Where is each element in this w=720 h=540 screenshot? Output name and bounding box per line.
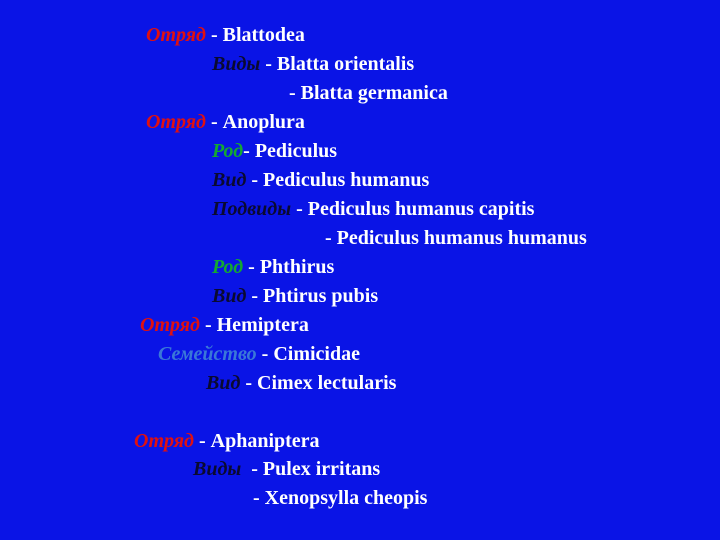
- taxon-name: - Blatta germanica: [289, 82, 448, 104]
- species-label: Виды: [212, 53, 261, 75]
- species-pediculus-humanus-line: [212, 168, 429, 192]
- order-label: Отряд: [134, 430, 194, 452]
- subspecies-capitis-line: [212, 197, 534, 221]
- species-label: Виды: [193, 458, 242, 480]
- taxon-name: - Hemiptera: [199, 314, 309, 336]
- order-label: Отряд: [146, 111, 206, 133]
- species-phtirus-pubis-line: [212, 284, 378, 308]
- taxon-name: - Pulex irritans: [241, 458, 381, 480]
- order-aphaniptera-line: [134, 429, 320, 453]
- species-label: Вид: [206, 372, 241, 394]
- species-blatta-germanica-line: [289, 81, 448, 105]
- species-label: Вид: [212, 169, 247, 191]
- taxon-name: - Phtirus pubis: [246, 285, 379, 307]
- taxon-name: - Blatta orientalis: [260, 53, 415, 75]
- taxon-name: - Xenopsylla cheopis: [253, 487, 428, 509]
- taxon-name: - Pediculus: [243, 140, 338, 162]
- taxon-name: - Phthirus: [243, 256, 335, 278]
- species-xenopsylla-cheopis-line: [253, 486, 427, 510]
- order-anoplura-line: [146, 110, 305, 134]
- genus-pediculus-line: [212, 139, 337, 163]
- taxon-name: - Blattodea: [205, 24, 305, 46]
- order-label: Отряд: [146, 24, 206, 46]
- taxon-name: - Pediculus humanus humanus: [325, 227, 587, 249]
- genus-label: Род: [212, 140, 244, 162]
- family-cimicidae-line: [158, 342, 360, 366]
- order-hemiptera-line: [140, 313, 309, 337]
- order-label: Отряд: [140, 314, 200, 336]
- species-cimex-lectularis-line: [206, 371, 396, 395]
- genus-phthirus-line: [212, 255, 334, 279]
- species-label: Вид: [212, 285, 247, 307]
- taxon-name: - Anoplura: [205, 111, 305, 133]
- family-label: Семейство: [158, 343, 257, 365]
- species-pulex-irritans-line: [193, 457, 380, 481]
- taxon-name: - Aphaniptera: [193, 430, 320, 452]
- taxon-name: - Pediculus humanus: [246, 169, 430, 191]
- genus-label: Род: [212, 256, 244, 278]
- taxon-name: - Cimicidae: [256, 343, 360, 365]
- taxon-name: - Cimex lectularis: [240, 372, 397, 394]
- subspecies-label: Подвиды: [212, 198, 292, 220]
- subspecies-humanus-line: [325, 226, 587, 250]
- order-blattodea-line: [146, 23, 305, 47]
- taxon-name: - Pediculus humanus capitis: [291, 198, 535, 220]
- species-blatta-orientalis-line: [212, 52, 414, 76]
